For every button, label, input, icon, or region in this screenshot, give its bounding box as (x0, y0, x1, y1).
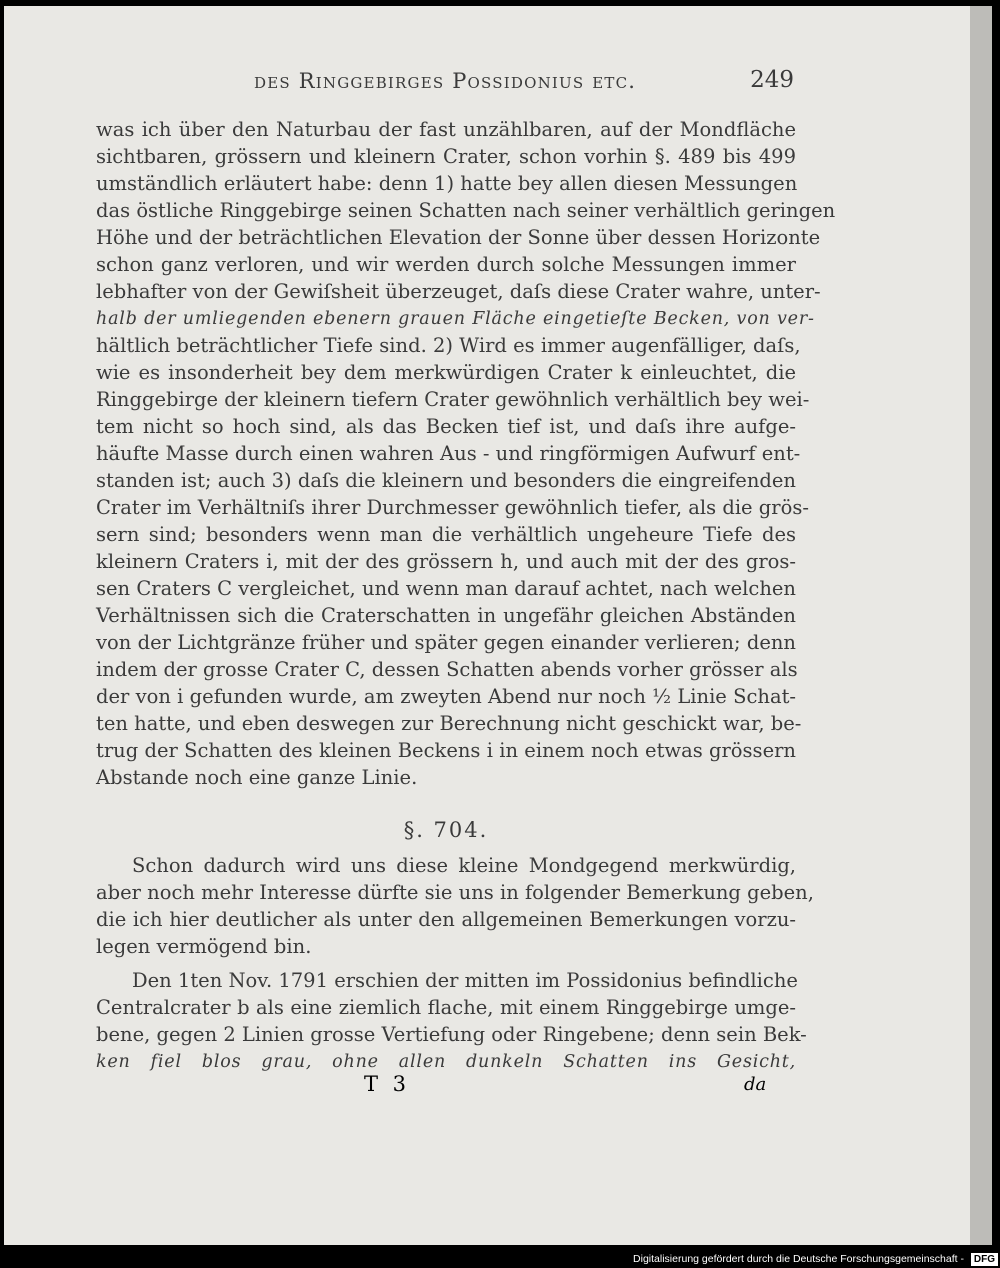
text-line: schon ganz verloren, und wir werden durch solche Messungen immer (96, 253, 796, 276)
digitization-credit (600, 1250, 1000, 1268)
text-line: ken fiel blos grau, ohne allen dunkeln Schatten ins Gesicht, (96, 1052, 796, 1072)
text-line: hältlich beträchtlicher Tiefe sind. 2) Wird es immer augenfälliger, daſs, (96, 334, 801, 357)
running-header (254, 69, 794, 101)
text-line: bene, gegen 2 Linien grosse Vertiefung oder Ringebene; denn sein Bek- (96, 1023, 807, 1046)
text-line: indem der grosse Crater C, dessen Schatten abends vorher grösser als (96, 658, 798, 681)
text-line: halb der umliegenden ebenern grauen Fläche eingetieſte Becken, von ver- (96, 309, 815, 329)
text-line: aber noch mehr Interesse dürfte sie uns in folgender Bemerkung geben, (96, 881, 814, 904)
page-number: 249 (750, 67, 794, 93)
running-title: des Ringgebirges Possidonius etc. (254, 69, 637, 93)
dfg-logo[interactable]: DFG (971, 1253, 998, 1266)
catchword: da (744, 1074, 767, 1095)
text-line: der von i gefunden wurde, am zweyten Abend nur noch ½ Linie Schat- (96, 685, 796, 708)
text-line: umständlich erläutert habe: denn 1) hatte bey allen diesen Messungen (96, 172, 798, 195)
signature-mark: T 3 (364, 1072, 411, 1096)
text-line: legen vermögend bin. (96, 935, 312, 958)
text-line: wie es insonderheit bey dem merkwürdigen Crater k einleuchtet, die (96, 361, 796, 384)
text-line: Verhältnissen sich die Craterschatten in ungefähr gleichen Abständen (96, 604, 796, 627)
text-line: Ringgebirge der kleinern tiefern Crater gewöhnlich verhältlich bey wei- (96, 388, 810, 411)
section-heading: §. 704. (403, 818, 489, 842)
text-line: das östliche Ringgebirge seinen Schatten nach seiner verhältlich geringen (96, 199, 836, 222)
text-line: was ich über den Naturbau der fast unzählbaren, auf der Mondfläche (96, 118, 796, 141)
text-line: lebhafter von der Gewiſsheit überzeuget, daſs diese Crater wahre, unter- (96, 280, 821, 303)
text-line: häufte Masse durch einen wahren Aus - und ringförmigen Aufwurf ent- (96, 442, 801, 465)
text-line: Schon dadurch wird uns diese kleine Mondgegend merkwürdig, (132, 854, 796, 877)
credit-text: Digitalisierung gefördert durch die Deutsche Forschungsgemeinschaft - (633, 1253, 964, 1265)
text-line: sichtbaren, grössern und kleinern Crater, schon vorhin §. 489 bis 499 (96, 145, 796, 168)
text-line: tem nicht so hoch sind, als das Becken tief ist, und daſs ihre aufge- (96, 415, 796, 438)
text-line: Abstande noch eine ganze Linie. (96, 766, 418, 789)
text-line: sen Craters C vergleichet, und wenn man darauf achtet, nach welchen (96, 577, 796, 600)
text-line: kleinern Craters i, mit der des grössern h, und auch mit der des gros- (96, 550, 796, 573)
page-edge (970, 6, 992, 1245)
text-line: standen ist; auch 3) daſs die kleinern und besonders die eingreifenden (96, 469, 796, 492)
text-line: sern sind; besonders wenn man die verhältlich ungeheure Tiefe des (96, 523, 796, 546)
text-line: Höhe und der beträchtlichen Elevation der Sonne über dessen Horizonte (96, 226, 821, 249)
text-line: Den 1ten Nov. 1791 erschien der mitten im Possidonius befindliche (132, 969, 798, 992)
text-line: ten hatte, und eben deswegen zur Berechnung nicht geschickt war, be- (96, 712, 802, 735)
text-line: trug der Schatten des kleinen Beckens i in einem noch etwas grössern (96, 739, 796, 762)
text-line: von der Lichtgränze früher und später gegen einander verlieren; denn (96, 631, 796, 654)
book-page (4, 6, 970, 1245)
text-line: Centralcrater b als eine ziemlich flache, mit einem Ringgebirge umge- (96, 996, 796, 1019)
text-line: Crater im Verhältniſs ihrer Durchmesser gewöhnlich tiefer, als die grös- (96, 496, 809, 519)
text-line: die ich hier deutlicher als unter den allgemeinen Bemerkungen vorzu- (96, 908, 796, 931)
